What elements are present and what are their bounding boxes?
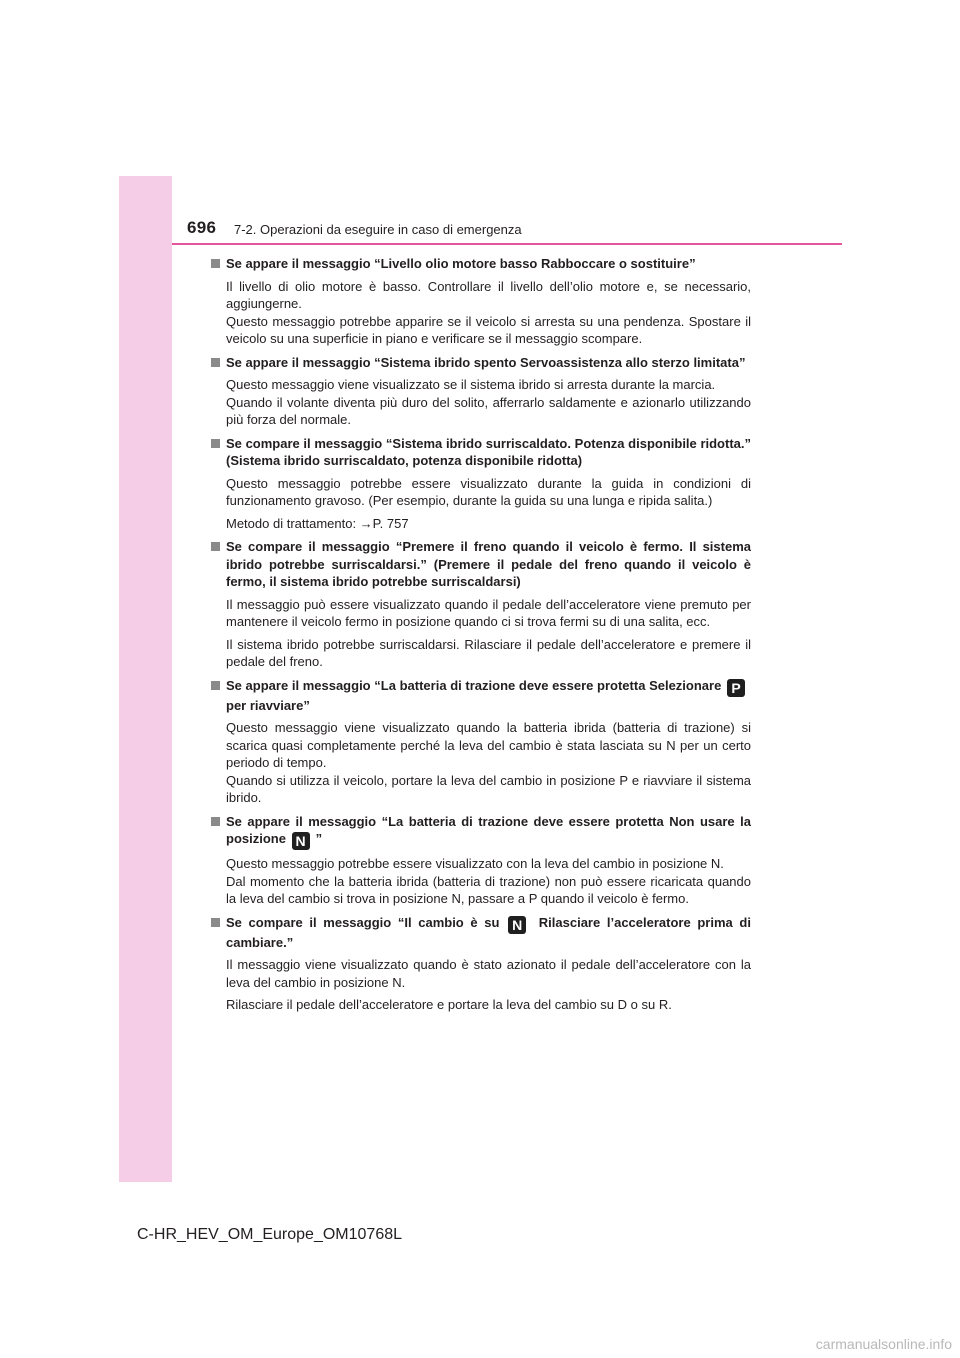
side-tab-strip xyxy=(119,176,172,1182)
square-bullet-icon xyxy=(211,259,220,268)
shift-p-icon: P xyxy=(727,679,745,697)
shift-n-icon: N xyxy=(508,916,526,934)
square-bullet-icon xyxy=(211,358,220,367)
paragraph-reference: Metodo di trattamento: →P. 757 xyxy=(226,515,409,531)
heading-text: Rilasciare l’acceleratore prima di cambiare.” xyxy=(226,914,751,950)
square-bullet-icon xyxy=(211,681,220,690)
heading-text: per riavviare” xyxy=(226,697,310,713)
heading-text: Se appare il messaggio “La batteria di trazione deve essere protetta Non usare la posizione xyxy=(226,813,751,846)
heading-text: Se appare il messaggio “La batteria di trazione deve essere protetta Selezionare xyxy=(226,677,722,693)
section-battery-restart xyxy=(211,677,751,807)
shift-n-icon: N xyxy=(292,832,310,850)
square-bullet-icon xyxy=(211,817,220,826)
content-body xyxy=(211,255,751,1020)
square-bullet-icon xyxy=(211,542,220,551)
paragraph: Il messaggio viene visualizzato quando è stato azionato il pedale dell’acceleratore con la leva del cambio in posizione N. xyxy=(226,957,751,990)
section-heading xyxy=(211,813,751,851)
paragraph: Rilasciare il pedale dell’acceleratore e portare la leva del cambio su D o su R. xyxy=(226,997,672,1012)
heading-text: Se compare il messaggio “Il cambio è su xyxy=(226,914,500,930)
section-press-brake xyxy=(211,538,751,671)
section-battery-no-neutral xyxy=(211,813,751,908)
chapter-title: 7-2. Operazioni da eseguire in caso di emergenza xyxy=(234,222,522,237)
paragraph: Questo messaggio viene visualizzato quando la batteria ibrida (batteria di trazione) si scarica quasi completamente perché la leva del cambio è stata lasciata su N per un certo periodo di tempo. Quando si utilizza il veicolo, portare la leva del cambio in posizione P e riavviare il sistema ibrido. xyxy=(226,720,751,805)
section-heading xyxy=(211,255,751,273)
section-gear-neutral xyxy=(211,914,751,1014)
section-heading xyxy=(211,435,751,470)
heading-text: Se compare il messaggio “Premere il freno quando il veicolo è fermo. Il sistema ibrido potrebbe surriscaldarsi.” (Premere il pedale del freno quando il veicolo è fermo, il sistema ibrido potrebbe surriscaldarsi) xyxy=(226,539,751,589)
heading-text: ” xyxy=(315,831,323,846)
header-rule xyxy=(172,243,842,245)
paragraph: Questo messaggio potrebbe essere visualizzato con la leva del cambio in posizione N. Dal momento che la batteria ibrida (batteria di trazione) non può essere ricaricata quando la leva del cambio si trova in posizione N, passare a P quando il veicolo è fermo. xyxy=(226,856,751,906)
paragraph: Questo messaggio viene visualizzato se il sistema ibrido si arresta durante la marcia. Quando il volante diventa più duro del solito, afferrarlo saldamente e azionarlo utilizzando più forza del normale. xyxy=(226,377,751,427)
paragraph: Il livello di olio motore è basso. Controllare il livello dell’olio motore e, se necessario, aggiungerne. Questo messaggio potrebbe apparire se il veicolo si arresta su una pendenza. Spostare il veicolo su una superficie in piano e verificare se il messaggio scompare. xyxy=(226,278,751,346)
watermark: carmanualsonline.info xyxy=(815,1336,952,1352)
paragraph: Il sistema ibrido potrebbe surriscaldarsi. Rilasciare il pedale dell’acceleratore e premere il pedale del freno. xyxy=(226,636,751,669)
section-heading xyxy=(211,914,751,952)
section-hybrid-off-steering xyxy=(211,354,751,429)
paragraph: Il messaggio può essere visualizzato quando il pedale dell’acceleratore viene premuto per mantenere il veicolo fermo in posizione quando ci si trova fermi su di una salita, ecc. xyxy=(226,596,751,629)
document-code: C-HR_HEV_OM_Europe_OM10768L xyxy=(137,1226,403,1243)
square-bullet-icon xyxy=(211,439,220,448)
section-oil-level xyxy=(211,255,751,348)
heading-text: Se compare il messaggio “Sistema ibrido surriscaldato. Potenza disponibile ridotta.” (Sistema ibrido surriscaldato, potenza disponibile ridotta) xyxy=(226,435,751,468)
page-number: 696 xyxy=(187,218,217,237)
heading-text: Se appare il messaggio “Sistema ibrido spento Servoassistenza allo sterzo limitata” xyxy=(226,354,746,370)
section-heading xyxy=(211,677,751,715)
section-heading xyxy=(211,538,751,591)
square-bullet-icon xyxy=(211,918,220,927)
section-hybrid-overheat xyxy=(211,435,751,533)
paragraph: Questo messaggio potrebbe essere visualizzato durante la guida in condizioni di funzionamento gravoso. (Per esempio, durante la guida su una lunga e ripida salita.) xyxy=(226,475,751,508)
heading-text: Se appare il messaggio “Livello olio motore basso Rabboccare o sostituire” xyxy=(226,256,696,271)
section-heading xyxy=(211,354,751,372)
